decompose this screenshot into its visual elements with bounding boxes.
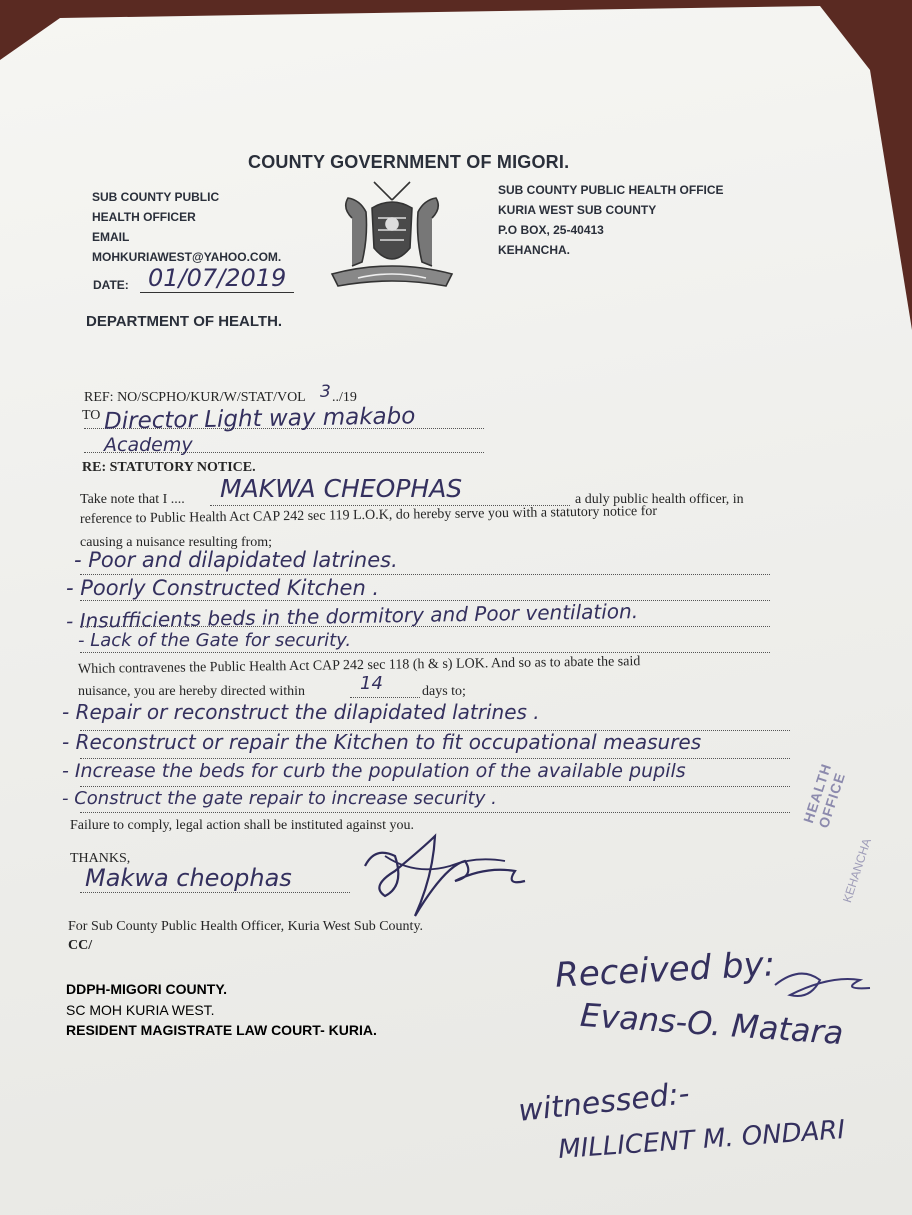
nuisance-item: - Insufficients beds in the dormitory and Poor ventilation.	[65, 599, 639, 633]
right-address-line: P.O BOX, 25-40413	[498, 223, 604, 237]
for-officer-line: For Sub County Public Health Officer, Kuria West Sub County.	[68, 919, 424, 934]
reference-label: REF: NO/SCPHO/KUR/W/STAT/VOL	[84, 390, 306, 405]
thanks-label: THANKS,	[70, 851, 131, 866]
left-address-line: EMAIL	[92, 230, 130, 244]
directive-text: nuisance, you are hereby directed within	[78, 684, 306, 699]
to-label: TO	[82, 408, 101, 423]
left-address-line: SUB COUNTY PUBLIC	[92, 190, 220, 204]
right-address-line: SUB COUNTY PUBLIC HEALTH OFFICE	[498, 183, 724, 197]
failure-warning: Failure to comply, legal action shall be instituted against you.	[70, 818, 414, 833]
receiver-signature	[770, 960, 880, 1010]
directive-text: days to;	[422, 684, 466, 699]
addressee-line-1: Director Light way makabo	[103, 403, 416, 435]
nuisance-item: - Lack of the Gate for security.	[78, 630, 352, 651]
action-item: - Increase the beds for curb the population of the available pupils	[62, 760, 686, 782]
right-address-block	[498, 180, 724, 260]
right-address-line: KEHANCHA.	[498, 243, 570, 257]
dotted-line	[80, 574, 770, 575]
officer-name-handwritten: MAKWA CHEOPHAS	[220, 474, 463, 503]
nuisance-item: - Poor and dilapidated latrines.	[74, 548, 398, 572]
left-address-line: HEALTH OFFICER	[92, 210, 196, 224]
days-handwritten: 14	[360, 673, 383, 694]
cc-recipient: DDPH-MIGORI COUNTY.	[66, 981, 227, 997]
email-address: MOHKURIAWEST@YAHOO.COM.	[92, 250, 282, 264]
action-item: - Construct the gate repair to increase security .	[62, 788, 497, 809]
office-stamp-text: HEALTH OFFICE	[800, 761, 849, 830]
intro-text: causing a nuisance resulting from;	[80, 535, 273, 550]
document-title: COUNTY GOVERNMENT OF MIGORI.	[248, 152, 570, 172]
date-value: 01/07/2019	[140, 264, 294, 293]
witnessed-label-handwritten: witnessed:-	[516, 1076, 692, 1129]
reference-suffix: ../19	[332, 390, 357, 405]
addressee-line-2: Academy	[104, 434, 193, 456]
witness-name-handwritten: MILLICENT M. ONDARI	[557, 1115, 847, 1165]
reference-number: 3	[320, 382, 331, 402]
office-stamp-subtext: KEHANCHA	[840, 836, 874, 905]
dotted-line	[80, 652, 770, 653]
action-item: - Reconstruct or repair the Kitchen to fit occupational measures	[62, 730, 702, 754]
dotted-line	[350, 697, 420, 698]
right-address-line: KURIA WEST SUB COUNTY	[498, 203, 657, 217]
officer-signature	[355, 826, 535, 926]
dotted-line	[80, 758, 790, 759]
intro-text: reference to Public Health Act CAP 242 sec 119 L.O.K, do hereby serve you with a statutory notice for	[79, 503, 658, 527]
cc-recipient: SC MOH KURIA WEST.	[66, 1002, 215, 1018]
date-label: DATE:	[93, 278, 129, 292]
coat-of-arms-emblem	[322, 178, 462, 296]
dotted-line	[80, 786, 790, 787]
cc-recipient: RESIDENT MAGISTRATE LAW COURT- KURIA.	[66, 1022, 377, 1038]
received-by-handwritten: Received by:	[554, 944, 777, 996]
intro-text: Take note that I ....	[80, 492, 185, 507]
receiver-name-handwritten: Evans-O. Matara	[578, 995, 845, 1053]
cc-label: CC/	[68, 938, 93, 953]
intro-text: a duly public health officer, in	[575, 492, 744, 507]
dotted-line	[80, 892, 350, 893]
left-address-block	[92, 187, 281, 267]
action-item: - Repair or reconstruct the dilapidated latrines .	[62, 700, 540, 724]
signer-name-handwritten: Makwa cheophas	[85, 864, 292, 892]
dotted-line	[80, 600, 770, 601]
department-heading: DEPARTMENT OF HEALTH.	[86, 313, 283, 330]
contravene-text: Which contravenes the Public Health Act CAP 242 sec 118 (h & s) LOK. And so as to abate the said	[77, 654, 641, 677]
nuisance-item: - Poorly Constructed Kitchen .	[66, 576, 380, 600]
subject-line: RE: STATUTORY NOTICE.	[82, 460, 256, 475]
dotted-line	[80, 812, 790, 813]
